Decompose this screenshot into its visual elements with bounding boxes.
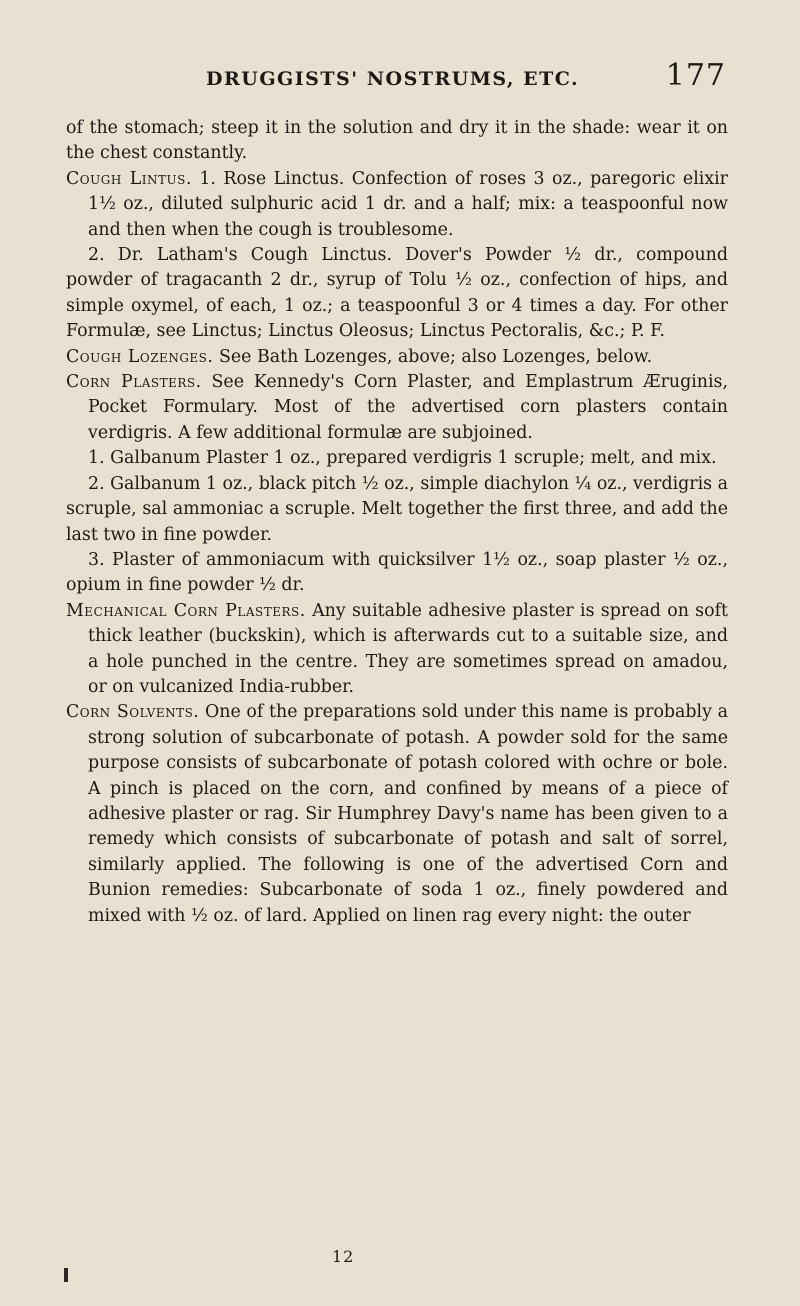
entry-paragraph xyxy=(66,167,728,243)
sub-paragraph xyxy=(66,243,728,345)
entry-text: One of the preparations sold under this name is probably a strong solution of subcarbonate of potash. A powder sold for the same purpose consists of subcarbonate of potash colored with ochre or bole. A pinch is placed on the corn, and confined by means of a piece of adhesive plaster or rag. Sir Humphrey Davy's name has been given to a remedy which consists of subcarbonate of potash and salt of sorrel, similarly applied. The following is one of the advertised Corn and Bunion remedies: Subcarbonate of soda 1 oz., finely powdered and mixed with ½ oz. of lard. Applied on linen rag every night: the outer xyxy=(88,702,728,926)
running-title: DRUGGISTS' NOSTRUMS, ETC. xyxy=(206,68,580,90)
entry-text: 1. Rose Linctus. Confection of roses 3 oz., paregoric elixir 1½ oz., diluted sulphuric acid 1 dr. and a half; mix: a teaspoonful now and then when the cough is troublesome. xyxy=(88,168,728,240)
paragraph-text: of the stomach; steep it in the solution and dry it in the shade: wear it on the chest constantly. xyxy=(66,118,728,164)
entry-text: See Kennedy's Corn Plaster, and Emplastrum Æruginis, Pocket Formulary. Most of the advertised corn plasters contain verdigris. A few additional formulæ are subjoined. xyxy=(88,372,728,443)
entry-heading: Corn Plasters. xyxy=(66,372,202,393)
sub-paragraph xyxy=(66,446,728,471)
sub-paragraph xyxy=(66,472,728,548)
signature-mark: 12 xyxy=(332,1247,355,1266)
paragraph xyxy=(66,116,728,167)
entry-paragraph xyxy=(66,599,728,701)
running-head xyxy=(206,58,726,98)
entry-paragraph xyxy=(66,700,728,929)
entry-paragraph xyxy=(66,370,728,446)
body-text xyxy=(66,116,728,929)
entry-paragraph xyxy=(66,345,728,370)
sub-text: 2. Dr. Latham's Cough Linctus. Dover's Powder ½ dr., compound powder of tragacanth 2 dr., syrup of Tolu ½ oz., confection of hips, and simple oxymel, of each, 1 oz.; a teaspoonful 3 or 4 times a day. For other Formulæ, see Linctus; Linctus Oleosus; Linctus Pectoralis, &c.; P. F. xyxy=(66,245,728,342)
stray-ink-mark xyxy=(64,1268,68,1282)
entry-heading: Cough Lintus. xyxy=(66,168,192,189)
entry-text: Any suitable adhesive plaster is spread on soft thick leather (buckskin), which is afterwards cut to a suitable size, and a hole punched in the centre. They are sometimes spread on amadou, or on vulcanized India-rubber. xyxy=(88,600,728,697)
sub-text: 3. Plaster of ammoniacum with quicksilver 1½ oz., soap plaster ½ oz., opium in fine powder ½ dr. xyxy=(66,549,728,596)
entry-heading: Corn Solvents. xyxy=(66,702,200,723)
sub-paragraph xyxy=(66,548,728,599)
page-number: 177 xyxy=(665,58,726,93)
entry-heading: Mechanical Corn Plasters. xyxy=(66,600,306,621)
entry-heading: Cough Lozenges. xyxy=(66,346,214,367)
sub-text: 1. Galbanum Plaster 1 oz., prepared verdigris 1 scruple; melt, and mix. xyxy=(88,448,717,469)
entry-text: See Bath Lozenges, above; also Lozenges, below. xyxy=(213,346,653,367)
sub-text: 2. Galbanum 1 oz., black pitch ½ oz., simple diachylon ¼ oz., verdigris a scruple, sal ammoniac a scruple. Melt together the first three, and add the last two in fine powder. xyxy=(66,473,728,545)
